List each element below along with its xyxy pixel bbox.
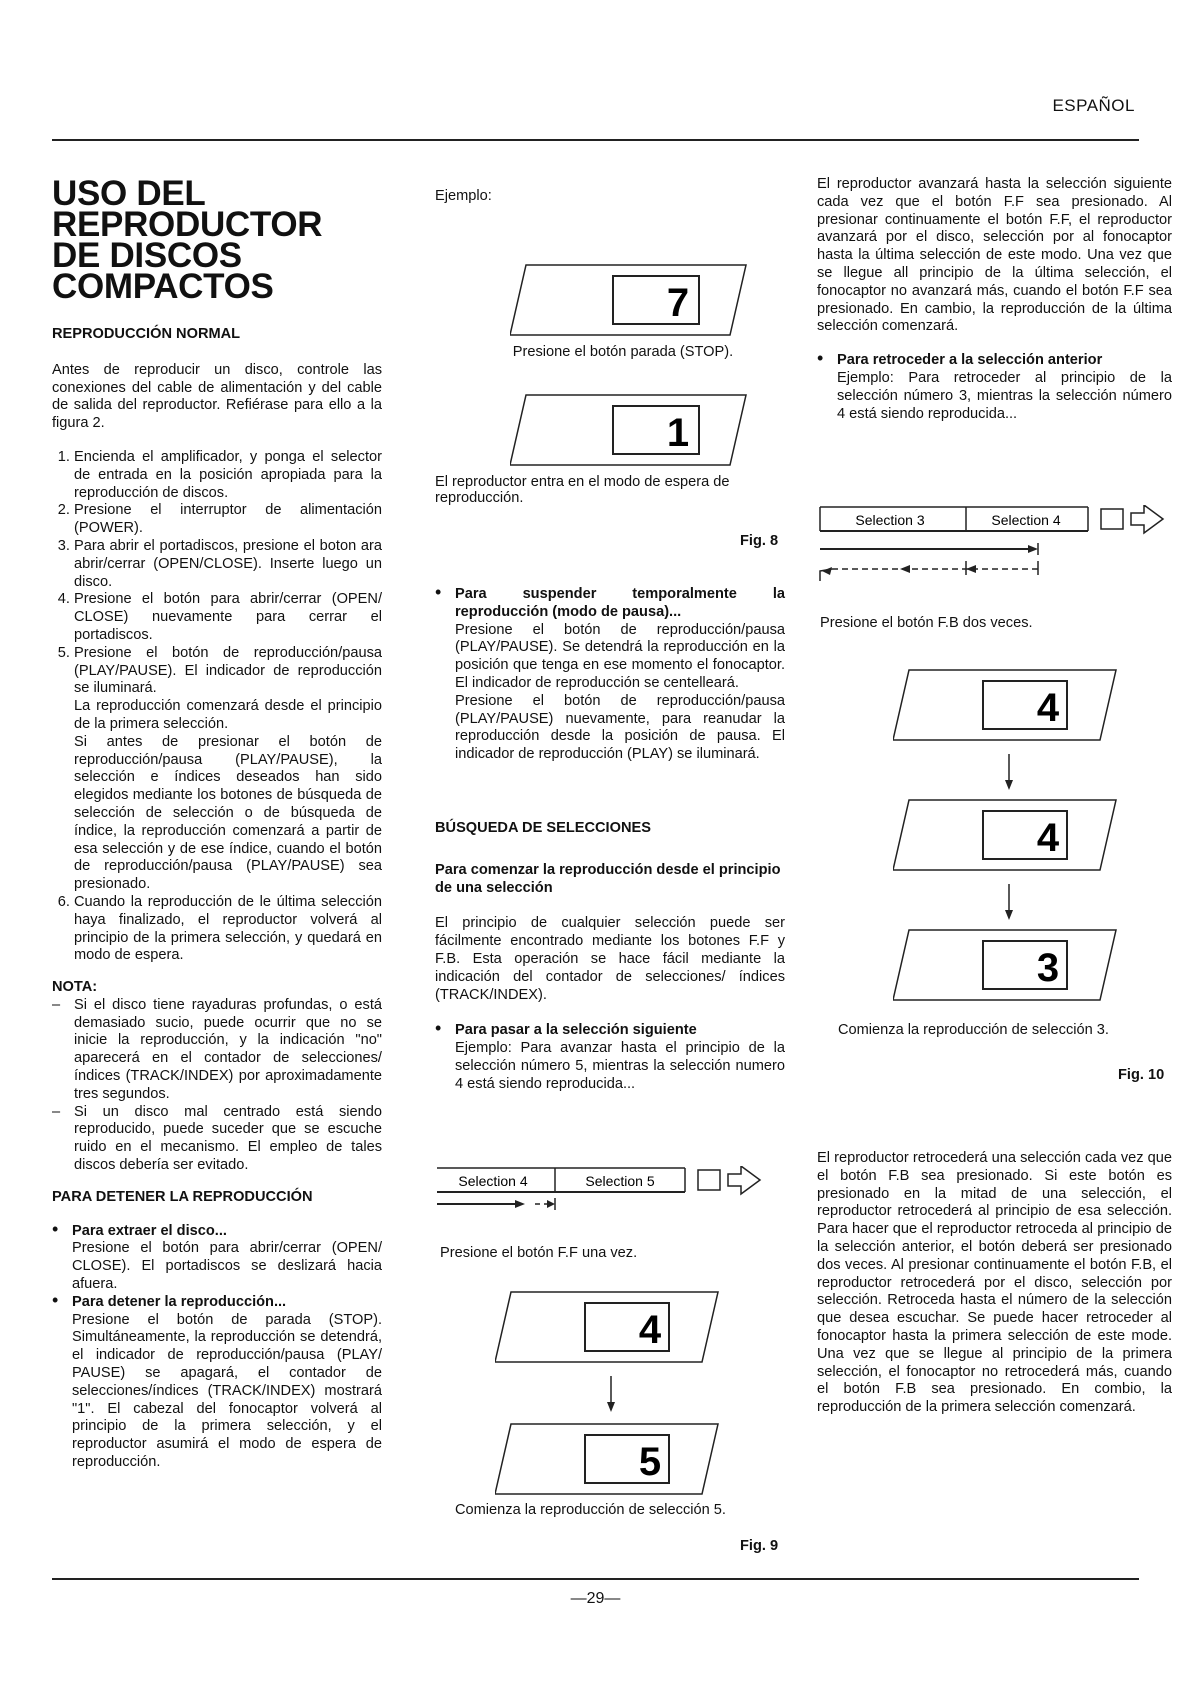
heading-stop: PARA DETENER LA REPRODUCCIÓN bbox=[52, 1188, 313, 1205]
item-text: Presione el botón de parada (STOP). Simultáneamente, la reproducción se detendrá, el indicador de reproducción/pausa (PLAY/ PAUSE) se apagará, el contador de selecciones/índices (TRACK/INDEX) mostrará "1". El cabezal del fonocaptor volverá al principio de la primera selección, y el reproductor asumirá el modo de espera de reproducción. bbox=[72, 1311, 382, 1471]
display-digit: 4 bbox=[1036, 686, 1060, 730]
selection-label: Selection 4 bbox=[458, 1173, 528, 1189]
step-extra: Si antes de presionar el botón de reproducción/pausa (PLAY/PAUSE), la selección e índices deseados han sido elegidos mediante los botones de búsqueda de selección de selección o de búsqueda de índice, la reproducción comenzará a partir de esa selección y de ese índice, cuando el botón de reproducción/pausa (PLAY/PAUSE) sea presionado. bbox=[74, 733, 382, 893]
item-title: • Para retroceder a la selección anterior bbox=[837, 352, 1103, 369]
column-2-text bbox=[435, 586, 785, 1094]
figure-label: Fig. 9 bbox=[740, 1538, 779, 1554]
caption: Presione el botón F.B dos veces. bbox=[820, 615, 1033, 631]
page-number: —29— bbox=[570, 1590, 621, 1607]
item-text: Presione el botón de reproducción/pausa (PLAY/PAUSE). Se detendrá la reproducción en la posición que tenga en ese momento el fonocaptor. El indicador de reproducción se centelleará. bbox=[455, 621, 785, 691]
item-text: Presione el botón de reproducción/pausa (PLAY/PAUSE) nuevamente, para reanudar la reproducción desde la posición de pausa. El indicador de reproducción (PLAY) se iluminará. bbox=[455, 692, 785, 763]
column-3-text bbox=[817, 176, 1172, 423]
display-digit: 4 bbox=[1036, 816, 1060, 860]
display-panel-2 bbox=[510, 393, 748, 467]
paragraph: El reproductor retrocederá una selección cada vez que el botón F.B sea presionado. Si este botón es presionado en la mitad de una selección, el reproductor retrocederá al principio de esa selección. Para hacer que el reproductor retroceda al principio de la selección anterior, el botón deberá ser presionado dos veces. Al presionar continuamente el botón F.B, el reproductor retrocederá por el disco, selección por selección. Retroceda hasta el número de la selección que desea escuchar. Se puede hacer retroceder al fonocaptor hasta la primera selección de este mode. Una vez que se llegue al principio de la primera selección, el fonocaptor no retrocederá más, cuando el botón F.B sea presionado. En combio, la reproducción de la primera selección comenzará. bbox=[817, 1150, 1172, 1416]
nota-label: NOTA: bbox=[52, 979, 98, 996]
list-item bbox=[52, 1223, 382, 1294]
list-item: 1. Encienda el amplificador, y ponga el selector de entrada en la posición apropiada para la reproducción de discos. bbox=[74, 449, 382, 502]
track-diagram-fb bbox=[818, 505, 1173, 589]
item-title: • Para suspender temporalmente la reproducción (modo de pausa)... bbox=[455, 586, 785, 620]
display-panel-5 bbox=[893, 668, 1118, 742]
display-digit: 7 bbox=[666, 281, 690, 325]
display-panel-7 bbox=[893, 928, 1118, 1002]
caption: Comienza la reproducción de selección 3. bbox=[838, 1022, 1109, 1038]
caption: Comienza la reproducción de selección 5. bbox=[455, 1502, 726, 1518]
forward-arrow-icon bbox=[1131, 505, 1163, 533]
forward-arrow-icon bbox=[728, 1166, 760, 1194]
figure-label: Fig. 10 bbox=[1118, 1067, 1165, 1083]
list-item bbox=[74, 645, 382, 894]
top-rule bbox=[52, 139, 1139, 141]
language-label: ESPAÑOL bbox=[1052, 96, 1135, 115]
list-item: 2. Presione el interruptor de alimentación (POWER). bbox=[74, 502, 382, 538]
caption: El reproductor entra en el modo de espera de reproducción. bbox=[435, 474, 730, 506]
nota-item: – Si el disco tiene rayaduras profundas, o está demasiado sucio, puede ocurrir que no se inicie la reproducción, y la indicación "no" aparecerá en el contador de selecciones/ índices (TRACK/INDEX) por aproximadamente tres segundos. bbox=[52, 997, 382, 1104]
list-item: 6. Cuando la reproducción de le última selección haya finalizado, el reproductor volverá al principio de la primera selección, y quedará en modo de espera. bbox=[74, 894, 382, 965]
list-item: 4. Presione el botón para abrir/cerrar (OPEN/ CLOSE) nuevamente para cerrar el portadiscos. bbox=[74, 591, 382, 644]
caption: Presione el botón parada (STOP). bbox=[512, 344, 734, 360]
intro-paragraph: Antes de reproducir un disco, controle las conexiones del cable de alimentación y del cable de salida del reproductor. Refiérase para ello a la figura 2. bbox=[52, 361, 382, 432]
step-text: Presione el botón de reproducción/pausa (PLAY/PAUSE). El indicador de reproducción se iluminará. bbox=[74, 644, 382, 697]
display-panel-3 bbox=[495, 1290, 720, 1364]
track-diagram-ff bbox=[435, 1166, 775, 1232]
steps-list bbox=[52, 449, 382, 965]
display-panel-6 bbox=[893, 798, 1118, 872]
item-text: Ejemplo: Para avanzar hasta el principio de la selección número 5, mientras la selección numero 4 está siendo reproducida... bbox=[455, 1040, 785, 1092]
example-label: Ejemplo: bbox=[435, 188, 492, 204]
selection-label: Selection 5 bbox=[585, 1173, 655, 1189]
list-item bbox=[817, 352, 1172, 423]
stop-square-icon bbox=[698, 1170, 720, 1190]
display-digit: 5 bbox=[638, 1440, 662, 1484]
selection-label: Selection 4 bbox=[991, 512, 1061, 528]
list-item: 3. Para abrir el portadiscos, presione el boton ara abrir/cerrar (OPEN/CLOSE). Inserte luego un disco. bbox=[74, 538, 382, 591]
subheading-start: Para comenzar la reproducción desde el principio de una selección bbox=[435, 861, 781, 896]
bottom-rule bbox=[52, 1578, 1139, 1580]
item-title: • Para detener la reproducción... bbox=[72, 1293, 287, 1310]
stop-square-icon bbox=[1101, 509, 1123, 529]
selection-label: Selection 3 bbox=[855, 512, 925, 528]
item-text: Presione el botón para abrir/cerrar (OPEN/ CLOSE). El portadiscos se deslizará hacia afuera. bbox=[72, 1240, 382, 1293]
step-extra: La reproducción comenzará desde el principio de la primera selección. bbox=[74, 698, 382, 732]
heading-search: BÚSQUEDA DE SELECCIONES bbox=[435, 819, 651, 836]
item-title: • Para extraer el disco... bbox=[72, 1222, 227, 1239]
display-digit: 3 bbox=[1036, 946, 1060, 990]
down-arrow-icon bbox=[605, 1376, 617, 1412]
list-item bbox=[52, 1294, 382, 1472]
search-paragraph: El principio de cualquier selección puede ser fácilmente encontrado mediante los botones F.F y F.B. Esta operación se hace fácil mediante la indicación del contador de selecciones/ índices (TRACK/INDEX). bbox=[435, 915, 785, 1003]
caption: Presione el botón F.F una vez. bbox=[440, 1245, 638, 1261]
down-arrow-icon bbox=[1003, 754, 1015, 790]
down-arrow-icon bbox=[1003, 884, 1015, 920]
paragraph: El reproductor avanzará hasta la selección siguiente cada vez que el botón F.F sea presionado. Al presionar continuamente el botón F.F, el reproductor avanzará por el disco, selección por al fonocaptor hasta la última selección de este modo. Una vez que se llegue all principio de la última selección, el fonocaptor no avanzará más, cuando el botón F.F sea presionado. En cambio, la reproducción de la última selección comenzará. bbox=[817, 176, 1172, 335]
item-title: • Para pasar a la selección siguiente bbox=[455, 1022, 697, 1039]
display-digit: 1 bbox=[666, 411, 690, 455]
column-1 bbox=[52, 326, 382, 1472]
list-item bbox=[435, 1022, 785, 1093]
nota-item: – Si un disco mal centrado está siendo reproducido, puede suceder que se escuche ruido en el mecanismo. El empleo de tales discos debería ser evitado. bbox=[52, 1104, 382, 1175]
display-panel-1 bbox=[510, 263, 748, 337]
display-digit: 4 bbox=[638, 1308, 662, 1352]
figure-label: Fig. 8 bbox=[740, 533, 779, 549]
display-panel-4 bbox=[495, 1422, 720, 1496]
heading-normal-playback: REPRODUCCIÓN NORMAL bbox=[52, 326, 241, 342]
page-title: USO DEL REPRODUCTOR DE DISCOS COMPACTOS bbox=[52, 174, 323, 306]
item-text: Ejemplo: Para retroceder al principio de la selección número 3, mientras la selección número 4 está siendo reproducida... bbox=[837, 369, 1172, 422]
list-item bbox=[435, 586, 785, 764]
